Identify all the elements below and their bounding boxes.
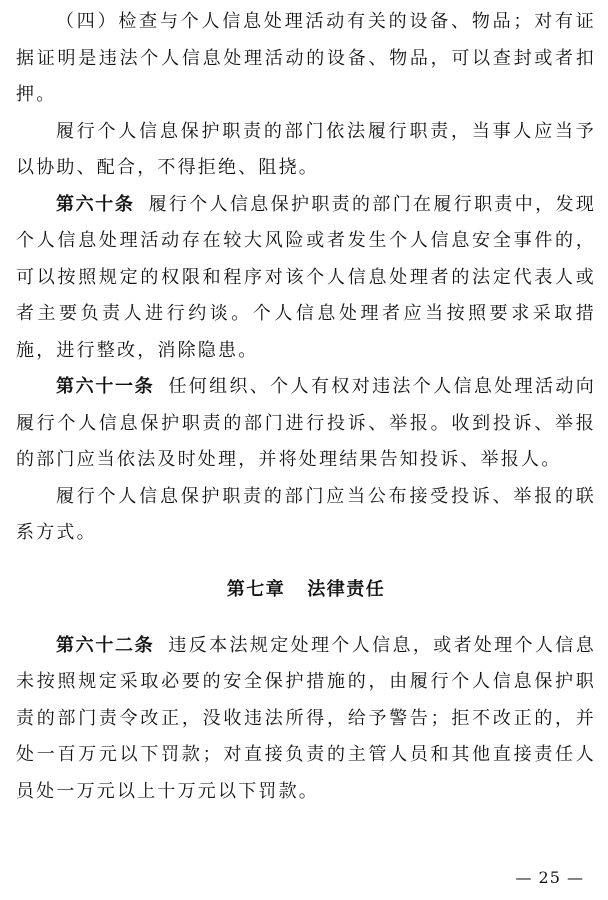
article-number: 第六十二条 bbox=[56, 634, 155, 656]
page-number: — 25 — bbox=[515, 868, 584, 887]
article-text: 履行个人信息保护职责的部门在履行职责中，发现个人信息处理活动存在较大风险或者发生个人信息安全事件的，可以按照规定的权限和程序对该个人信息处理者的法定代表人或者主要负责人进行约谈。个人信息处理者应当按照要求采取措施，进行整改，消除隐患。 bbox=[16, 193, 596, 361]
chapter-heading bbox=[16, 572, 596, 608]
article-60 bbox=[16, 187, 596, 370]
paragraph-item-4 bbox=[16, 4, 596, 114]
article-61 bbox=[16, 369, 596, 479]
paragraph-text: 履行个人信息保护职责的部门应当公布接受投诉、举报的联系方式。 bbox=[16, 485, 596, 543]
paragraph-text: （四）检查与个人信息处理活动有关的设备、物品；对有证据证明是违法个人信息处理活动的设备、物品，可以查封或者扣押。 bbox=[16, 11, 596, 105]
article-number: 第六十一条 bbox=[56, 376, 155, 397]
chapter-title: 法律责任 bbox=[307, 578, 386, 600]
article-62 bbox=[16, 628, 596, 811]
article-text: 违反本法规定处理个人信息，或者处理个人信息未按照规定采取必要的安全保护措施的，由履行个人信息保护职责的部门责令改正，没收违法所得，给予警告；拒不改正的，并处一百万元以下罚款；对直接负责的主管人员和其他直接责任人员处一万元以上十万元以下罚款。 bbox=[16, 634, 596, 802]
document-page bbox=[16, 0, 596, 810]
article-number: 第六十条 bbox=[56, 193, 135, 215]
chapter-number: 第七章 bbox=[226, 578, 286, 600]
paragraph-cooperation bbox=[16, 114, 596, 187]
paragraph-contact bbox=[16, 479, 596, 552]
paragraph-text: 履行个人信息保护职责的部门依法履行职责，当事人应当予以协助、配合，不得拒绝、阻挠。 bbox=[16, 120, 596, 178]
article-text: 任何组织、个人有权对违法个人信息处理活动向履行个人信息保护职责的部门进行投诉、举报。收到投诉、举报的部门应当依法及时处理，并将处理结果告知投诉、举报人。 bbox=[16, 376, 596, 470]
